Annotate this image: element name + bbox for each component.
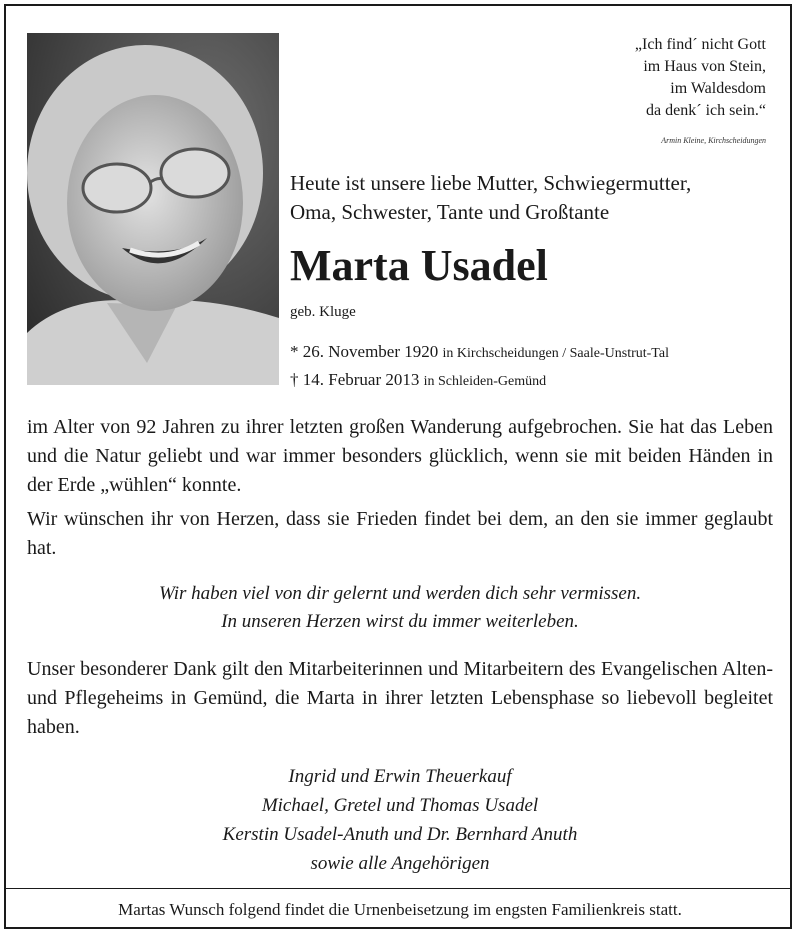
portrait-photo: [27, 33, 279, 385]
intro-text: [290, 169, 691, 227]
birth-date-line: [290, 339, 669, 367]
birth-place: in Kirchscheidungen / Saale-Unstrut-Tal: [442, 346, 669, 361]
paragraph-wish: Wir wünschen ihr von Herzen, dass sie Frieden findet bei dem, an den sie immer geglaubt hat.: [27, 508, 773, 559]
signer-line: Ingrid und Erwin Theuerkauf: [288, 766, 512, 787]
signers-list: [27, 762, 773, 878]
portrait-icon: [27, 33, 279, 385]
quote-line: im Haus von Stein,: [643, 58, 766, 75]
memorial-verse: [27, 580, 773, 636]
birth-symbol: *: [290, 342, 299, 361]
death-date: 14. Februar 2013: [302, 370, 420, 389]
birth-date: 26. November 1920: [302, 342, 439, 361]
signer-line: sowie alle Angehörigen: [310, 853, 490, 874]
quote-block: [635, 34, 766, 122]
signer-line: Michael, Gretel und Thomas Usadel: [261, 795, 539, 816]
quote-line: „Ich find´ nicht Gott: [634, 36, 766, 53]
life-dates: [290, 339, 669, 395]
footer-divider: [4, 888, 792, 889]
paragraph-life: im Alter von 92 Jahren zu ihrer letzten großen Wanderung aufgebrochen. Sie hat das Leben und die Natur geliebt und war immer besonders glücklich, wenn sie mit beiden Händen in der Erde „wühlen“ konnte.: [27, 416, 773, 496]
footer-note: Martas Wunsch folgend findet die Urnenbeisetzung im engsten Familienkreis statt.: [118, 900, 682, 919]
paragraph-thanks: Unser besonderer Dank gilt den Mitarbeiterinnen und Mitarbeitern des Evangelischen Alten- und Pflegeheims in Gemünd, die Marta in ihrer letzten Lebensphase so liebevoll begleitet haben.: [27, 658, 773, 738]
deceased-name: Marta Usadel: [290, 241, 548, 290]
birth-name: geb. Kluge: [290, 304, 356, 320]
verse-line: In unseren Herzen wirst du immer weiterleben.: [221, 611, 579, 632]
quote-line: im Waldesdom: [670, 80, 766, 97]
signer-line: Kerstin Usadel-Anuth und Dr. Bernhard Anuth: [222, 824, 578, 845]
verse-line: Wir haben viel von dir gelernt und werden dich sehr vermissen.: [158, 583, 642, 604]
intro-line: Heute ist unsere liebe Mutter, Schwiegermutter,: [290, 171, 692, 195]
death-place: in Schleiden-Gemünd: [423, 374, 547, 389]
quote-author: Armin Kleine, Kirchscheidungen: [661, 136, 766, 145]
quote-line: da denk´ ich sein.“: [646, 102, 766, 119]
intro-line: Oma, Schwester, Tante und Großtante: [290, 200, 610, 224]
death-symbol: †: [290, 370, 299, 389]
death-date-line: [290, 367, 669, 395]
